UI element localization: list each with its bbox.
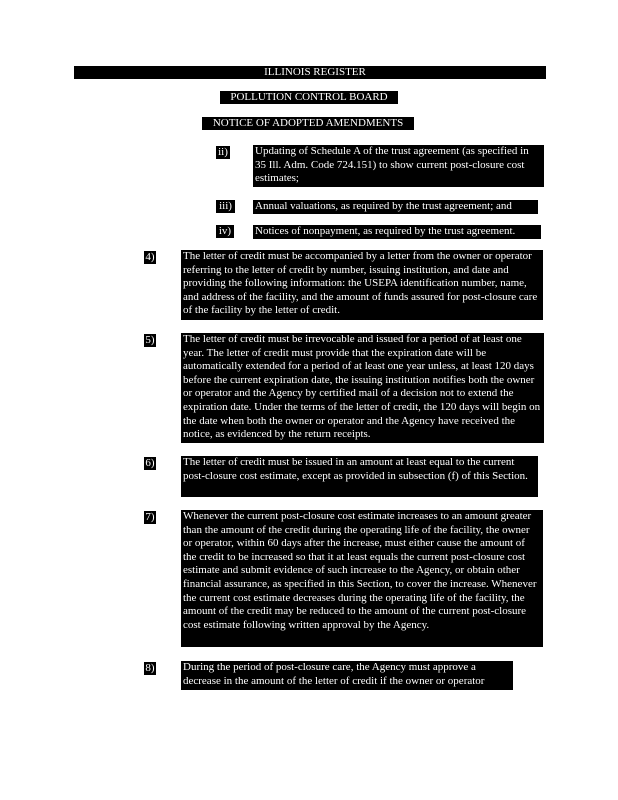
item-text: The letter of credit must be accompanied by a letter from the owner or operator referring to the letter of credit by number, issuing institution, and date and providing the following information: the USEPA identification number, name, and address of the facility, and the amount of funds assured for post-closure care of the facility by the letter of credit. bbox=[181, 250, 543, 320]
item-text: During the period of post-closure care, the Agency must approve a decrease in the amount of the letter of credit if the owner or operator bbox=[181, 661, 513, 690]
item-number: 5) bbox=[145, 334, 155, 346]
item-text: The letter of credit must be irrevocable and issued for a period of at least one year. The letter of credit must provide that the expiration date will be automatically extended for a period of at least one year unless, at least 120 days before the current expiration date, the issuing institution notifies both the owner or operator and the Agency by certified mail of a decision not to extend the expiration date. Under the terms of the letter of credit, the 120 days will begin on the date when both the owner or operator and the Agency have received the notice, as evidenced by the return receipts. bbox=[181, 333, 544, 443]
subitem-number: iii) bbox=[216, 200, 235, 213]
item-number: 8) bbox=[145, 662, 155, 674]
item-text: Whenever the current post-closure cost estimate increases to an amount greater than the amount of the credit during the operating life of the facility, the owner or operator, within 60 days after the increase, must either cause the amount of the credit to be increased so that it at least equals the current post-closure cost estimate and submit evidence of such increase to the Agency, or obtain other financial assurance, as specified in this Section, to cover the increase. Whenever the current cost estimate decreases during the operating life of the facility, the amount of the credit may be reduced to the amount of the current post-closure cost estimate following written approval by the Agency. bbox=[181, 510, 543, 647]
subitem-text: Annual valuations, as required by the trust agreement; and bbox=[253, 200, 538, 214]
subitem-text: Updating of Schedule A of the trust agreement (as specified in 35 Ill. Adm. Code 724.151) to show current post-closure cost estimates; bbox=[253, 145, 544, 187]
subitem-text: Notices of nonpayment, as required by the trust agreement. bbox=[253, 225, 541, 239]
board-title: POLLUTION CONTROL BOARD bbox=[220, 91, 398, 104]
item-number: 6) bbox=[145, 457, 155, 469]
item-number: 4) bbox=[145, 251, 155, 263]
register-title: ILLINOIS REGISTER bbox=[250, 66, 380, 79]
item-text: The letter of credit must be issued in an amount at least equal to the current post-closure cost estimate, except as provided in subsection (f) of this Section. bbox=[181, 456, 538, 497]
subitem-number: ii) bbox=[216, 146, 230, 159]
item-number: 7) bbox=[145, 511, 155, 523]
subitem-number: iv) bbox=[216, 225, 234, 238]
notice-title: NOTICE OF ADOPTED AMENDMENTS bbox=[202, 117, 414, 130]
